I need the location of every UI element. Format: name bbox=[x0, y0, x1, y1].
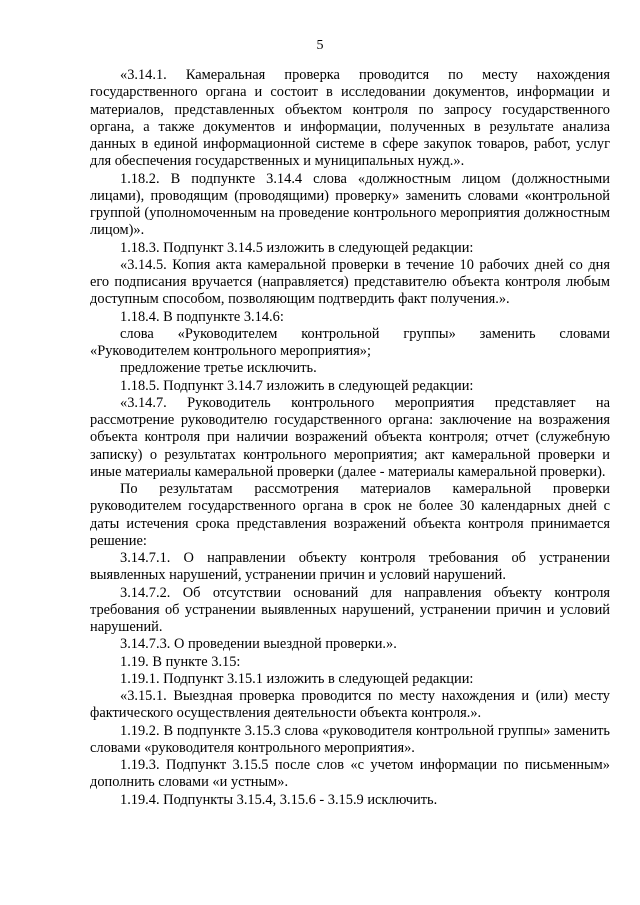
paragraph-sentence-exclude: предложение третье исключить. bbox=[120, 360, 317, 377]
paragraph-3-14-1: «3.14.1. Камеральная проверка проводится по месту нахождения государственного органа и состоит в исследовании документов, информации и материалов, представленных объектом контроля по запросу государственного органа, а также документов и информации, полученных в результате анализа данных в единой информационной системе в сфере закупок товаров, работ, услуг для обеспечения государственных и муниципальных нужд.». bbox=[90, 67, 610, 170]
paragraph-3-15-1: «3.15.1. Выездная проверка проводится по месту нахождения и (или) месту фактического осуществления деятельности объекта контроля.». bbox=[90, 688, 610, 722]
paragraph-3-14-7-2: 3.14.7.2. Об отсутствии оснований для направления объекту контроля требования об устранении выявленных нарушений, устранении причин и условий нарушений. bbox=[90, 584, 610, 635]
paragraph-words-replace: слова «Руководителем контрольной группы» заменить словами «Руководителем контрольного мероприятия»; bbox=[90, 325, 610, 359]
paragraph-1-18-5: 1.18.5. Подпункт 3.14.7 изложить в следующей редакции: bbox=[120, 377, 474, 394]
paragraph-review-results: По результатам рассмотрения материалов камеральной проверки руководителем государственного органа в срок не более 30 календарных дней с даты истечения срока представления возражений объекта контроля принимается решение: bbox=[90, 481, 610, 549]
document-body bbox=[90, 67, 610, 809]
paragraph-1-19-2: 1.19.2. В подпункте 3.15.3 слова «руководителя контрольной группы» заменить словами «руководителя контрольного мероприятия». bbox=[90, 722, 610, 756]
paragraph-1-18-2: 1.18.2. В подпункте 3.14.4 слова «должностным лицом (должностными лицами), проводящим (проводящими) проверку» заменить словами «контрольной группой (уполномоченным на проведение контрольного мероприятия должностным лицом)». bbox=[90, 170, 610, 239]
paragraph-1-19-4: 1.19.4. Подпункты 3.15.4, 3.15.6 - 3.15.9 исключить. bbox=[120, 791, 438, 808]
paragraph-3-14-7: «3.14.7. Руководитель контрольного мероприятия представляет на рассмотрение руководителю государственного органа: заключение на возражения объекта контроля при наличии возражений объекта контроля; отчет (служебную записку) о результатах контрольного мероприятия; акт камеральной проверки и иные материалы камеральной проверки (далее - материалы камеральной проверки). bbox=[90, 394, 610, 480]
page-number: 5 bbox=[316, 38, 324, 53]
paragraph-3-14-5: «3.14.5. Копия акта камеральной проверки в течение 10 рабочих дней со дня его подписания вручается (направляется) представителю объекта контроля любым доступным способом, позволяющим подтвердить факт получения.». bbox=[90, 256, 610, 308]
paragraph-1-19-3: 1.19.3. Подпункт 3.15.5 после слов «с учетом информации по письменным» дополнить словами «и устным». bbox=[90, 757, 610, 791]
paragraph-3-14-7-3: 3.14.7.3. О проведении выездной проверки.». bbox=[120, 636, 397, 653]
paragraph-1-18-4: 1.18.4. В подпункте 3.14.6: bbox=[120, 308, 284, 325]
paragraph-1-19: 1.19. В пункте 3.15: bbox=[120, 653, 241, 670]
paragraph-1-19-1: 1.19.1. Подпункт 3.15.1 изложить в следующей редакции: bbox=[120, 670, 474, 687]
paragraph-1-18-3: 1.18.3. Подпункт 3.14.5 изложить в следующей редакции: bbox=[120, 239, 474, 256]
paragraph-3-14-7-1: 3.14.7.1. О направлении объекту контроля требования об устранении выявленных нарушений, устранении причин и условий нарушений. bbox=[90, 550, 610, 584]
